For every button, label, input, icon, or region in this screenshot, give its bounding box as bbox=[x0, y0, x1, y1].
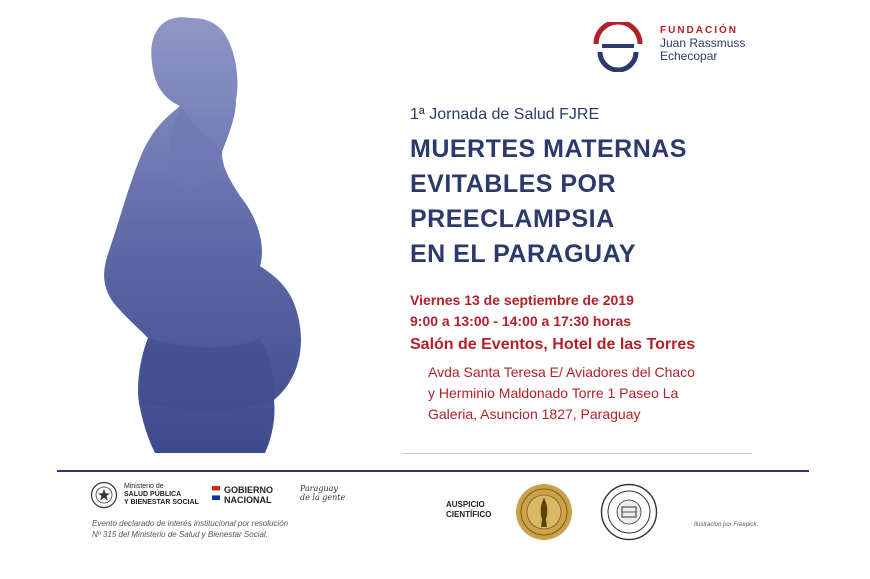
title-line: EN EL PARAGUAY bbox=[410, 240, 637, 268]
address-line: Avda Santa Teresa E/ Aviadores del Chaco bbox=[428, 364, 695, 380]
gob-line1: GOBIERNO bbox=[224, 485, 274, 495]
pregnant-woman-silhouette-icon bbox=[40, 8, 340, 458]
title-line: PREECLAMPSIA bbox=[410, 205, 615, 233]
event-venue: Salón de Eventos, Hotel de las Torres bbox=[410, 336, 696, 353]
slogan-line1: Paraguay bbox=[300, 484, 338, 493]
event-datetime bbox=[410, 290, 634, 332]
foundation-logo-text bbox=[660, 24, 745, 63]
ministry-line1: SALUD PÚBLICA bbox=[124, 491, 182, 498]
auspicio-line1: AUSPICIO bbox=[446, 500, 485, 509]
ministry-seal-icon bbox=[90, 481, 118, 509]
footer-divider bbox=[57, 470, 809, 472]
ministry-name bbox=[124, 483, 199, 507]
event-title bbox=[410, 132, 687, 272]
title-line: MUERTES MATERNAS bbox=[410, 135, 687, 163]
event-address bbox=[428, 362, 695, 425]
declaration-line1: Evento declarado de interés institucional por resolución bbox=[92, 519, 289, 528]
address-line: y Herminio Maldonado Torre 1 Paseo La bbox=[428, 385, 679, 401]
medical-society-seal-icon bbox=[600, 483, 658, 541]
address-line: Galeria, Asuncion 1827, Paraguay bbox=[428, 406, 641, 422]
event-subtitle: 1ª Jornada de Salud FJRE bbox=[410, 106, 600, 123]
logo-line1: FUNDACIÓN bbox=[660, 25, 738, 36]
logo-line2: Juan Rassmuss bbox=[660, 36, 746, 50]
event-date: Viernes 13 de septiembre de 2019 bbox=[410, 292, 634, 308]
flag-icon bbox=[212, 486, 220, 500]
paraguay-slogan bbox=[300, 484, 345, 502]
ministry-line2: Y BIENESTAR SOCIAL bbox=[124, 499, 199, 506]
ministry-small: Ministerio de bbox=[124, 483, 164, 490]
logo-line3: Echecopar bbox=[660, 49, 718, 63]
title-line: EVITABLES POR bbox=[410, 170, 617, 198]
scientific-sponsor-label bbox=[446, 500, 491, 520]
scientific-society-seal-icon bbox=[515, 483, 573, 541]
divider bbox=[402, 453, 752, 454]
illustration-credit: Ilustración por Freepick. bbox=[694, 522, 759, 528]
gob-line2: NACIONAL bbox=[224, 495, 272, 505]
auspicio-line2: CIENTÍFICO bbox=[446, 510, 492, 519]
declaration-line2: Nº 315 del Ministerio de Salud y Bienestar Social. bbox=[92, 530, 268, 539]
declaration-text bbox=[92, 518, 288, 540]
slogan-line2: de la gente bbox=[300, 493, 346, 502]
event-hours: 9:00 a 13:00 - 14:00 a 17:30 horas bbox=[410, 313, 632, 329]
government-logo-text bbox=[224, 485, 273, 505]
